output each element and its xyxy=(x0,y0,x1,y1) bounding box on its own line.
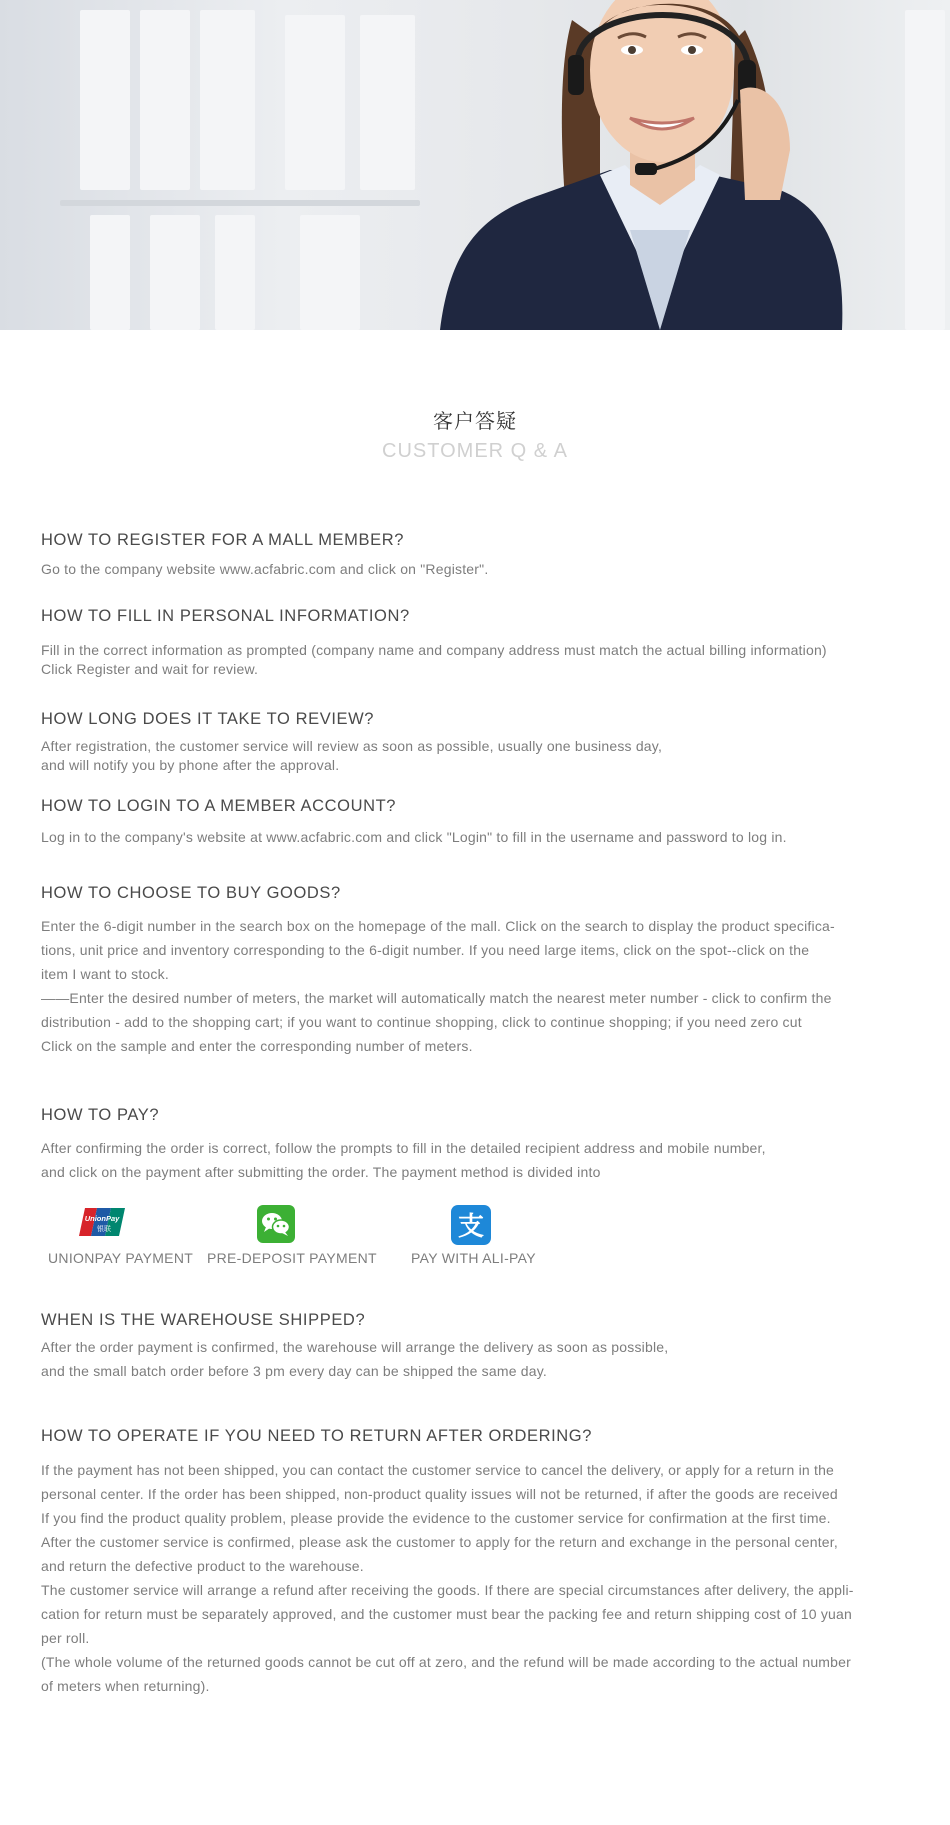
unionpay-icon xyxy=(77,1206,127,1242)
svg-text:UnionPay: UnionPay xyxy=(84,1214,120,1223)
unionpay-payment-label: UNIONPAY PAYMENT xyxy=(48,1250,194,1266)
answer-warehouse-shipped: After the order payment is confirmed, the warehouse will arrange the delivery as soon as possible, and the small batch order before 3 pm every day can be shipped the same day. xyxy=(41,1339,669,1379)
question-warehouse-shipped: WHEN IS THE WAREHOUSE SHIPPED? xyxy=(41,1311,366,1329)
alipay-payment-label: PAY WITH ALI-PAY xyxy=(411,1250,536,1266)
question-pay: HOW TO PAY? xyxy=(41,1106,160,1124)
question-return: HOW TO OPERATE IF YOU NEED TO RETURN AFTER ORDERING? xyxy=(41,1427,593,1445)
customer-service-agent-photo xyxy=(0,0,950,330)
page-title-cn: 客户答疑 xyxy=(433,409,517,433)
question-review-time: HOW LONG DOES IT TAKE TO REVIEW? xyxy=(41,710,375,728)
question-buy-goods: HOW TO CHOOSE TO BUY GOODS? xyxy=(41,884,341,902)
hero-banner xyxy=(0,0,950,330)
wechat-icon xyxy=(257,1205,295,1247)
pre-deposit-payment-label: PRE-DEPOSIT PAYMENT xyxy=(207,1250,377,1266)
answer-buy-goods: Enter the 6-digit number in the search box on the homepage of the mall. Click on the search to display the product specifica- tions, unit price and inventory corresponding to the 6-digit number. If you need large items, click on the spot--click on the item I want to stock. ——Enter the desired number of meters, the market will automatically match the nearest meter number - click to confirm the distribution - add to the shopping cart; if you want to continue shopping, click to continue shopping; if you need zero cut Click on the sample and enter the corresponding number of meters. xyxy=(41,918,835,1054)
answer-return: If the payment has not been shipped, you can contact the customer service to cancel the delivery, or apply for a return in the personal center. If the order has been shipped, non-product quality issues will not be returned, if after the goods are received If you find the product quality problem, please provide the evidence to the customer service for confirmation at the first time. After the customer service is confirmed, please ask the customer to apply for the return and exchange in the personal center, and return the defective product to the warehouse. The customer service will arrange a refund after receiving the goods. If there are special circumstances after delivery, the appli- cation for return must be separately approved, and the customer must bear the packing fee and return shipping cost of 10 yuan per roll. (The whole volume of the returned goods cannot be cut off at zero, and the refund will be made according to the actual number of meters when returning). xyxy=(41,1462,854,1694)
answer-login: Log in to the company's website at www.acfabric.com and click "Login" to fill in the username and password to log in. xyxy=(41,829,787,845)
answer-register: Go to the company website www.acfabric.com and click on "Register". xyxy=(41,561,489,577)
page-title-en: CUSTOMER Q & A xyxy=(382,440,568,462)
svg-text:支: 支 xyxy=(457,1212,485,1242)
alipay-icon xyxy=(451,1205,491,1249)
question-personal-info: HOW TO FILL IN PERSONAL INFORMATION? xyxy=(41,607,410,625)
answer-pay: After confirming the order is correct, follow the prompts to fill in the detailed recipient address and mobile number, and click on the payment after submitting the order. The payment method is divided into xyxy=(41,1140,766,1180)
question-register: HOW TO REGISTER FOR A MALL MEMBER? xyxy=(41,531,404,549)
answer-review-time: After registration, the customer service will review as soon as possible, usually one business day, and will notify you by phone after the approval. xyxy=(41,738,663,773)
question-login: HOW TO LOGIN TO A MEMBER ACCOUNT? xyxy=(41,797,397,815)
answer-personal-info: Fill in the correct information as prompted (company name and company address must match the actual billing information) Click Register and wait for review. xyxy=(41,642,827,677)
svg-text:银联: 银联 xyxy=(97,1225,111,1233)
